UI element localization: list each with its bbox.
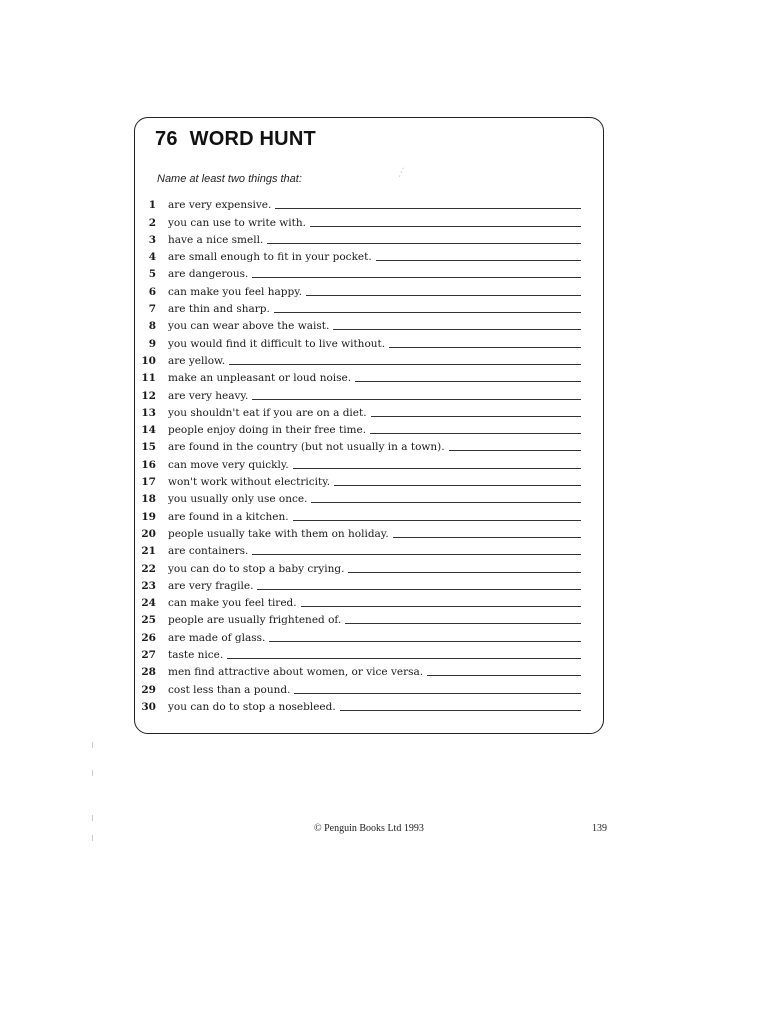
question-number: 6 bbox=[148, 285, 156, 298]
answer-line[interactable] bbox=[355, 380, 581, 382]
answer-line[interactable] bbox=[227, 657, 581, 659]
question-item bbox=[135, 298, 603, 315]
answer-line[interactable] bbox=[370, 432, 581, 434]
question-item bbox=[135, 263, 603, 280]
worksheet-title-text: WORD HUNT bbox=[189, 128, 316, 150]
question-text: people enjoy doing in their free time. bbox=[168, 424, 367, 437]
answer-line[interactable] bbox=[427, 674, 581, 676]
question-number: 11 bbox=[141, 372, 156, 385]
question-number: 29 bbox=[141, 683, 156, 696]
question-number: 20 bbox=[141, 527, 156, 540]
question-text: are very expensive. bbox=[168, 199, 272, 212]
answer-line[interactable] bbox=[334, 484, 581, 486]
question-number: 9 bbox=[148, 337, 156, 350]
question-item bbox=[135, 246, 603, 263]
answer-line[interactable] bbox=[257, 588, 581, 590]
answer-line[interactable] bbox=[345, 622, 581, 624]
question-item bbox=[135, 661, 603, 678]
question-text: are containers. bbox=[168, 545, 249, 558]
question-text: people usually take with them on holiday. bbox=[168, 527, 389, 540]
answer-line[interactable] bbox=[306, 294, 581, 296]
question-text: you can do to stop a baby crying. bbox=[168, 562, 345, 575]
question-text: you usually only use once. bbox=[168, 493, 308, 506]
question-text: taste nice. bbox=[168, 649, 224, 662]
question-text: make an unpleasant or loud noise. bbox=[168, 372, 352, 385]
question-item bbox=[135, 644, 603, 661]
answer-line[interactable] bbox=[301, 605, 581, 607]
question-item bbox=[135, 609, 603, 626]
question-text: are yellow. bbox=[168, 354, 226, 367]
answer-line[interactable] bbox=[275, 207, 581, 209]
page-number: 139 bbox=[592, 823, 607, 834]
answer-line[interactable] bbox=[311, 501, 581, 503]
question-number: 3 bbox=[148, 233, 156, 246]
question-text: you can do to stop a nosebleed. bbox=[168, 700, 336, 713]
question-text: you can wear above the waist. bbox=[168, 320, 330, 333]
answer-line[interactable] bbox=[393, 536, 581, 538]
question-text: you would find it difficult to live without. bbox=[168, 337, 386, 350]
question-number: 25 bbox=[141, 614, 156, 627]
question-number: 21 bbox=[141, 545, 156, 558]
question-item bbox=[135, 557, 603, 574]
answer-line[interactable] bbox=[267, 242, 581, 244]
question-number: 27 bbox=[141, 649, 156, 662]
answer-line[interactable] bbox=[252, 276, 581, 278]
scan-smudge: ⋰ bbox=[395, 166, 408, 180]
question-number: 22 bbox=[141, 562, 156, 575]
answer-line[interactable] bbox=[310, 225, 581, 227]
question-item bbox=[135, 471, 603, 488]
answer-line[interactable] bbox=[371, 415, 581, 417]
question-item bbox=[135, 280, 603, 297]
question-text: people are usually frightened of. bbox=[168, 614, 342, 627]
question-item bbox=[135, 367, 603, 384]
question-number: 1 bbox=[148, 199, 156, 212]
answer-line[interactable] bbox=[333, 328, 581, 330]
question-number: 26 bbox=[141, 631, 156, 644]
question-item bbox=[135, 592, 603, 609]
question-number: 16 bbox=[141, 458, 156, 471]
question-number: 19 bbox=[141, 510, 156, 523]
answer-line[interactable] bbox=[252, 398, 581, 400]
question-number: 15 bbox=[141, 441, 156, 454]
instruction-text: Name at least two things that: bbox=[157, 173, 302, 185]
worksheet-box bbox=[134, 117, 604, 734]
answer-line[interactable] bbox=[229, 363, 581, 365]
question-number: 28 bbox=[141, 666, 156, 679]
question-item bbox=[135, 436, 603, 453]
answer-line[interactable] bbox=[269, 640, 581, 642]
question-list bbox=[135, 194, 603, 713]
question-text: are found in the country (but not usually in a town). bbox=[168, 441, 445, 454]
question-item bbox=[135, 229, 603, 246]
question-item bbox=[135, 626, 603, 643]
answer-line[interactable] bbox=[293, 519, 581, 521]
question-item bbox=[135, 419, 603, 436]
question-text: are thin and sharp. bbox=[168, 303, 270, 316]
question-text: are dangerous. bbox=[168, 268, 249, 281]
question-number: 10 bbox=[141, 354, 156, 367]
question-item bbox=[135, 505, 603, 522]
question-item bbox=[135, 194, 603, 211]
question-number: 5 bbox=[148, 268, 156, 281]
question-text: can make you feel happy. bbox=[168, 285, 303, 298]
answer-line[interactable] bbox=[449, 449, 581, 451]
question-item bbox=[135, 678, 603, 695]
question-item bbox=[135, 315, 603, 332]
margin-mark bbox=[92, 835, 93, 841]
question-item bbox=[135, 575, 603, 592]
question-item bbox=[135, 453, 603, 470]
answer-line[interactable] bbox=[294, 692, 581, 694]
question-number: 8 bbox=[148, 320, 156, 333]
question-item bbox=[135, 350, 603, 367]
question-item bbox=[135, 384, 603, 401]
question-item bbox=[135, 211, 603, 228]
question-number: 23 bbox=[141, 579, 156, 592]
question-number: 2 bbox=[148, 216, 156, 229]
question-number: 30 bbox=[141, 700, 156, 713]
question-item bbox=[135, 540, 603, 557]
question-text: are very heavy. bbox=[168, 389, 249, 402]
question-text: cost less than a pound. bbox=[168, 683, 291, 696]
question-text: men find attractive about women, or vice versa. bbox=[168, 666, 424, 679]
answer-line[interactable] bbox=[389, 346, 581, 348]
question-text: are very fragile. bbox=[168, 579, 254, 592]
question-item bbox=[135, 332, 603, 349]
question-number: 7 bbox=[148, 303, 156, 316]
question-number: 12 bbox=[141, 389, 156, 402]
question-text: you can use to write with. bbox=[168, 216, 306, 229]
question-item bbox=[135, 523, 603, 540]
question-number: 4 bbox=[148, 251, 156, 264]
copyright-notice: © Penguin Books Ltd 1993 bbox=[314, 823, 424, 834]
margin-mark bbox=[92, 815, 93, 821]
question-number: 18 bbox=[141, 493, 156, 506]
answer-line[interactable] bbox=[252, 553, 581, 555]
question-number: 14 bbox=[141, 424, 156, 437]
question-text: have a nice smell. bbox=[168, 233, 264, 246]
question-item bbox=[135, 488, 603, 505]
answer-line[interactable] bbox=[376, 259, 581, 261]
worksheet-number: 76 bbox=[155, 128, 178, 150]
question-text: are small enough to fit in your pocket. bbox=[168, 251, 372, 264]
worksheet-title bbox=[155, 128, 316, 151]
answer-line[interactable] bbox=[293, 467, 581, 469]
question-item bbox=[135, 696, 603, 713]
question-number: 17 bbox=[141, 476, 156, 489]
answer-line[interactable] bbox=[340, 709, 581, 711]
question-text: can make you feel tired. bbox=[168, 597, 297, 610]
question-text: are made of glass. bbox=[168, 631, 266, 644]
margin-mark bbox=[92, 742, 93, 748]
answer-line[interactable] bbox=[348, 571, 581, 573]
question-number: 24 bbox=[141, 597, 156, 610]
question-text: are found in a kitchen. bbox=[168, 510, 289, 523]
answer-line[interactable] bbox=[274, 311, 581, 313]
margin-mark bbox=[92, 770, 93, 776]
question-text: can move very quickly. bbox=[168, 458, 289, 471]
question-text: won't work without electricity. bbox=[168, 476, 331, 489]
question-number: 13 bbox=[141, 406, 156, 419]
question-text: you shouldn't eat if you are on a diet. bbox=[168, 406, 367, 419]
question-item bbox=[135, 402, 603, 419]
